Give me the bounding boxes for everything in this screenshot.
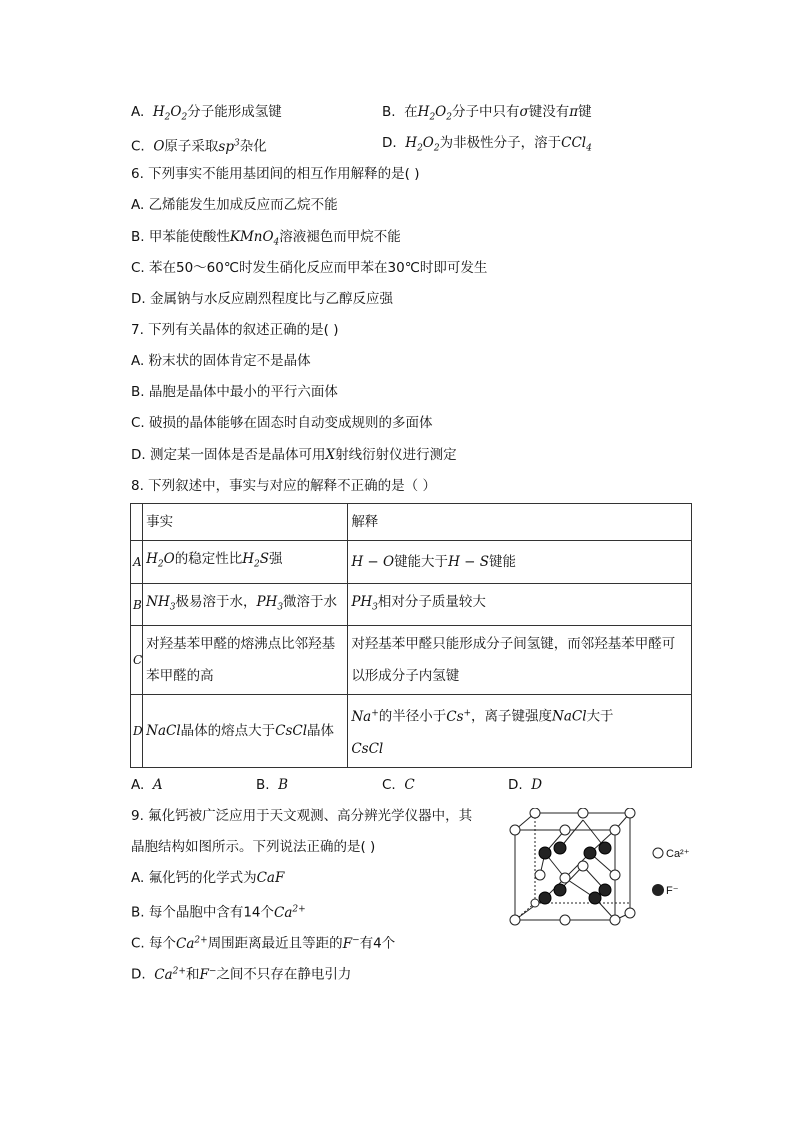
- q8-option-d[interactable]: D. D: [508, 777, 543, 793]
- caf2-unit-cell-diagram: [505, 808, 695, 938]
- q9-stem-line1: 9. 氟化钙被广泛应用于天文观测、高分辨光学仪器中，其: [131, 808, 473, 824]
- q5-option-c[interactable]: C. O原子采取$sp^3$杂化: [131, 138, 267, 155]
- table-row: B $NH_3$极易溶于水，$PH_3$微溶于水 $PH_3$相对分子质量较大: [131, 583, 692, 626]
- q9-option-c[interactable]: C. 每个$Ca^{2+}$周围距离最近且等距的F−有4个: [131, 935, 396, 952]
- q7-option-c[interactable]: C. 破损的晶体能够在固态时自动变成规则的多面体: [131, 415, 433, 431]
- q8-stem: 8. 下列叙述中，事实与对应的解释不正确的是（ ）: [131, 478, 436, 494]
- svg-text:F⁻: F⁻: [666, 885, 679, 897]
- q7-option-d[interactable]: D. 测定某一固体是否是晶体可用X射线衍射仪进行测定: [131, 447, 457, 463]
- q6-option-a[interactable]: A. 乙烯能发生加成反应而乙烷不能: [131, 197, 338, 213]
- q9-option-b[interactable]: B. 每个晶胞中含有14个$Ca^{2+}$: [131, 904, 306, 921]
- q6-stem: 6. 下列事实不能用基团间的相互作用解释的是( ): [131, 166, 420, 182]
- q5-option-d[interactable]: D. $H_2O_2$为非极性分子，溶于CCl$_4$: [382, 135, 592, 154]
- q5-option-a[interactable]: A. $H_2O_2$分子能形成氢键: [131, 104, 282, 123]
- facts-table: [130, 503, 692, 768]
- header-explain: 解释: [348, 504, 692, 541]
- q8-option-b[interactable]: B. B: [256, 777, 289, 793]
- diagram-legend: [652, 848, 690, 897]
- q9-option-a[interactable]: A. 氟化钙的化学式为CaF: [131, 870, 285, 886]
- svg-text:Ca²⁺: Ca²⁺: [666, 848, 690, 860]
- q9-stem-line2: 晶胞结构如图所示。下列说法正确的是( ): [131, 839, 376, 855]
- table-header-row: [131, 504, 692, 541]
- q6-option-d[interactable]: D. 金属钠与水反应剧烈程度比与乙醇反应强: [131, 291, 393, 307]
- q5-option-b[interactable]: B. 在$H_2O_2$分子中只有σ键没有π键: [382, 104, 592, 123]
- table-row: C 对羟基苯甲醛的熔沸点比邻羟基 苯甲醛的高 对羟基苯甲醛只能形成分子间氢键，而邻羟基苯甲醛可 以形成分子内氢键: [131, 626, 692, 695]
- q7-option-a[interactable]: A. 粉末状的固体肯定不是晶体: [131, 353, 311, 369]
- q9-option-d[interactable]: D. $Ca^{2+}$和F−之间不只存在静电引力: [131, 966, 352, 983]
- table-row: A $H_2O$的稳定性比$H_2S$强 H − O键能大于H − S键能: [131, 541, 692, 584]
- q6-option-b[interactable]: B. 甲苯能使酸性KMnO$_4$溶液褪色而甲烷不能: [131, 229, 401, 248]
- table-row: D NaCl晶体的熔点大于CsCl晶体 Na+的半径小于Cs+，离子键强度NaCl大于 CsCl: [131, 695, 692, 768]
- header-fact: 事实: [143, 504, 348, 541]
- q7-option-b[interactable]: B. 晶胞是晶体中最小的平行六面体: [131, 384, 338, 400]
- q8-option-c[interactable]: C. C: [382, 777, 415, 793]
- h2o2-formula: $H_2O_2$: [152, 104, 188, 123]
- q8-option-a[interactable]: A. A: [131, 777, 163, 793]
- q6-option-c[interactable]: C. 苯在50～60℃时发生硝化反应而甲苯在30℃时即可发生: [131, 260, 488, 276]
- q7-stem: 7. 下列有关晶体的叙述正确的是( ): [131, 322, 339, 338]
